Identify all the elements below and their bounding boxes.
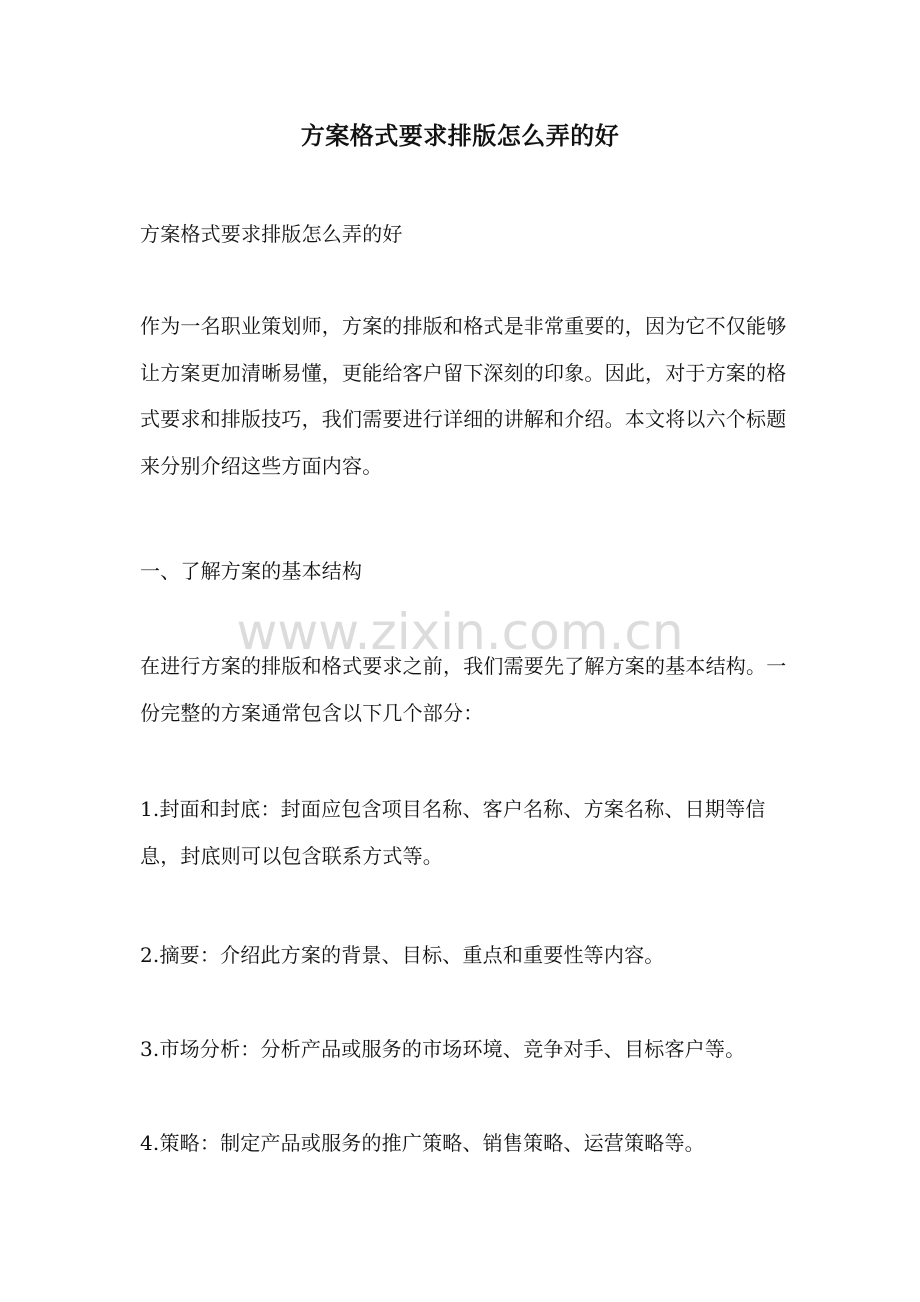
section-intro-paragraph: 在进行方案的排版和格式要求之前，我们需要先了解方案的基本结构。一份完整的方案通常包含以下几个部分： [140, 654, 787, 725]
list-item-cover: 1.封面和封底：封面应包含项目名称、客户名称、方案名称、日期等信息，封底则可以包含联系方式等。 [140, 797, 766, 868]
list-item-market-analysis: 3.市场分析：分析产品或服务的市场环境、竞争对手、目标客户等。 [140, 1037, 746, 1061]
list-item-summary: 2.摘要：介绍此方案的背景、目标、重点和重要性等内容。 [140, 943, 665, 967]
document-subtitle: 方案格式要求排版怎么弄的好 [140, 222, 403, 246]
intro-paragraph: 作为一名职业策划师，方案的排版和格式是非常重要的，因为它不仅能够让方案更加清晰易懂，更能给客户留下深刻的印象。因此，对于方案的格式要求和排版技巧，我们需要进行详细的讲解和介绍。本文将以六个标题来分别介绍这些方面内容。 [140, 314, 787, 478]
document-title: 方案格式要求排版怎么弄的好 [300, 121, 620, 150]
watermark-text: www.zixin.com.cn [236, 603, 684, 661]
section-heading-structure: 一、了解方案的基本结构 [140, 559, 363, 583]
list-item-strategy: 4.策略：制定产品或服务的推广策略、销售策略、运营策略等。 [140, 1131, 705, 1155]
